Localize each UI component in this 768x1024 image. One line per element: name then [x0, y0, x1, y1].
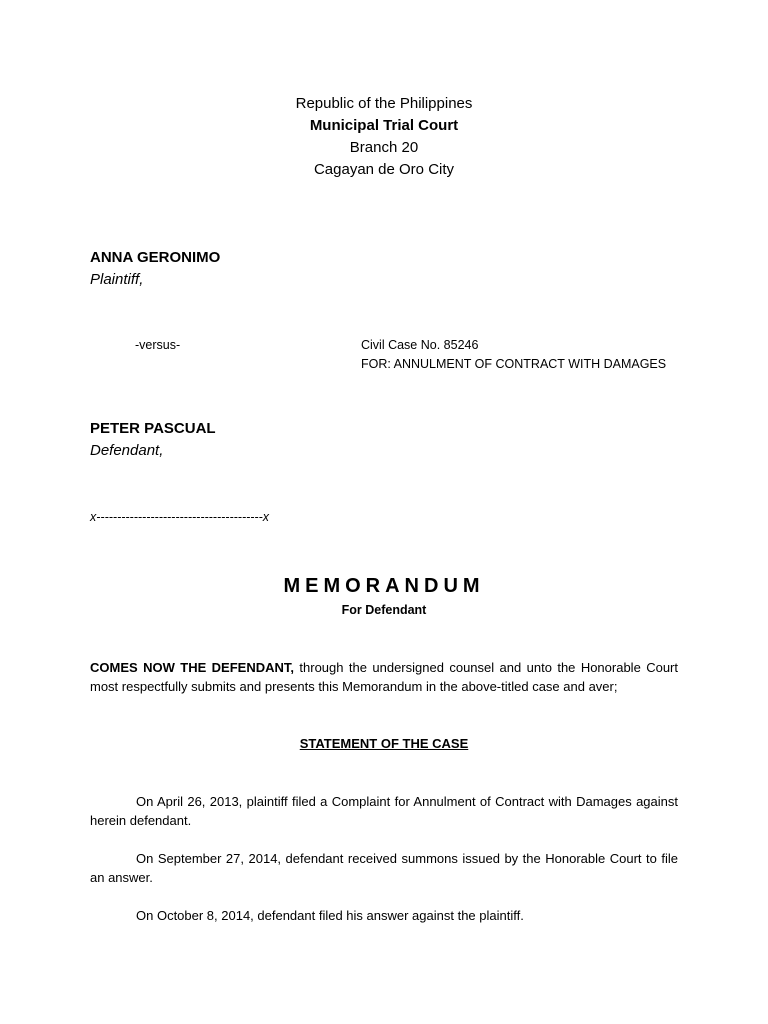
- versus-label: -versus-: [135, 338, 181, 352]
- memo-title: MEMORANDUM: [283, 575, 485, 597]
- header-court: Municipal Trial Court: [309, 117, 459, 134]
- statement-paragraph-3: On October 8, 2014, defendant filed his answer against the plaintiff.: [136, 908, 524, 923]
- statement-paragraph-2: On September 27, 2014, defendant received summons issued by the Honorable Court to file an answer.: [90, 851, 678, 885]
- memo-subtitle: For Defendant: [341, 603, 427, 617]
- intro-paragraph: [90, 658, 678, 696]
- plaintiff-name: ANNA GERONIMO: [90, 249, 221, 266]
- section-heading: STATEMENT OF THE CASE: [299, 736, 469, 751]
- statement-paragraph-1: On April 26, 2013, plaintiff filed a Complaint for Annulment of Contract with Damages against herein defendant.: [90, 794, 678, 828]
- case-number: Civil Case No. 85246: [361, 338, 479, 352]
- defendant-role: Defendant,: [90, 442, 164, 459]
- intro-lead: COMES NOW THE DEFENDANT,: [90, 660, 294, 675]
- header-city: Cagayan de Oro City: [313, 161, 455, 178]
- intro-rest: through the undersigned counsel and unto the Honorable Court most respectfully submits and presents this Memorandum in the above-titled case and aver;: [90, 660, 678, 694]
- caption-separator: x----------------------------------------x: [90, 510, 270, 524]
- plaintiff-role: Plaintiff,: [90, 271, 144, 288]
- defendant-name: PETER PASCUAL: [90, 420, 216, 437]
- header-branch: Branch 20: [349, 139, 419, 156]
- header-republic: Republic of the Philippines: [295, 95, 473, 112]
- case-nature: FOR: ANNULMENT OF CONTRACT WITH DAMAGES: [361, 357, 667, 371]
